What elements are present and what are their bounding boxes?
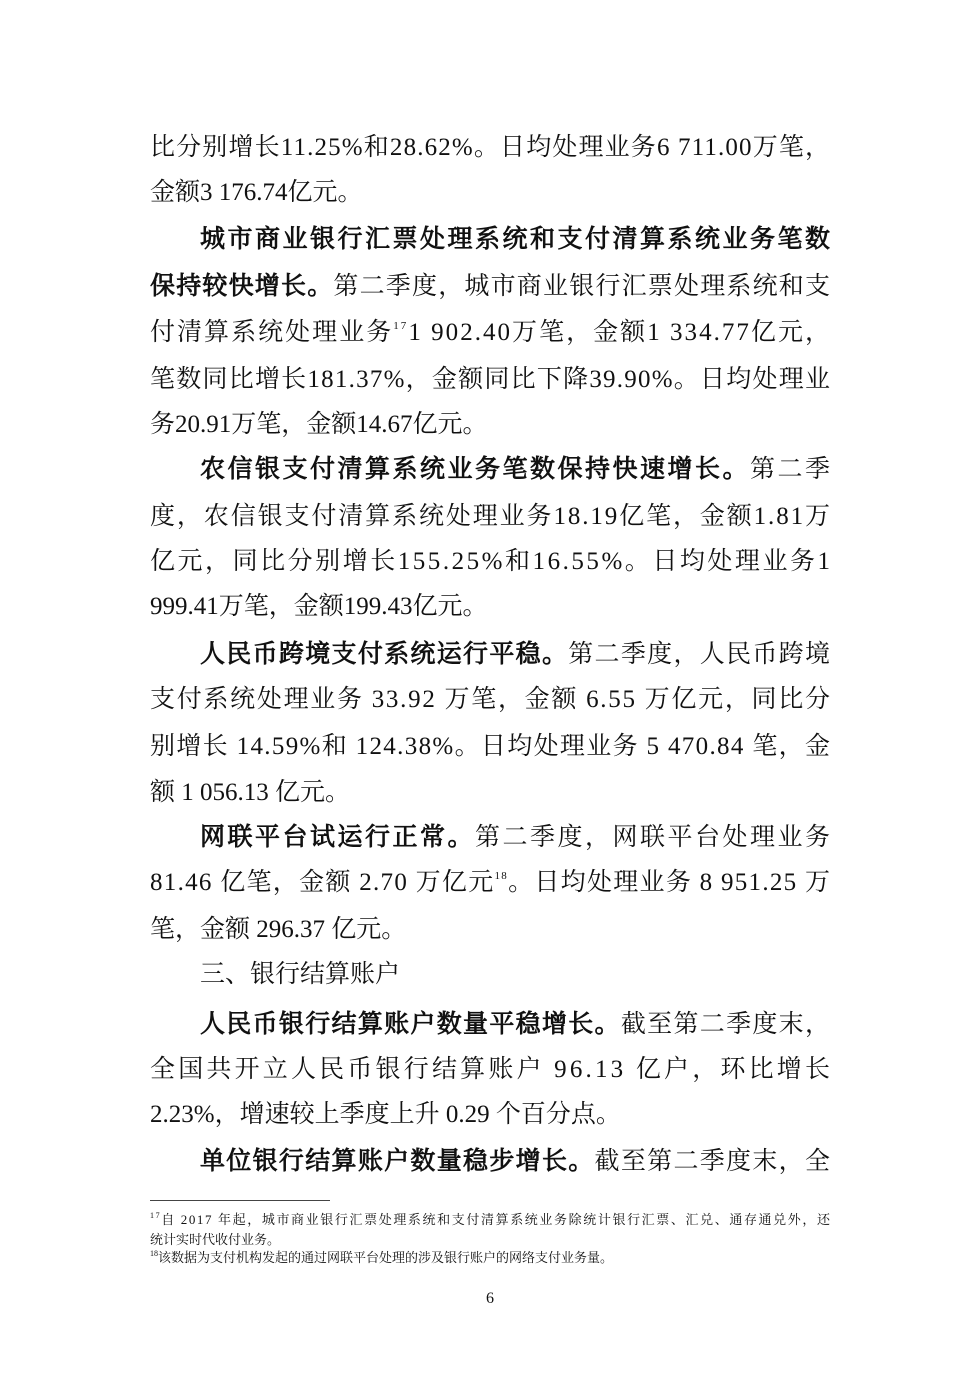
body-text: 1 902.40万笔，金额1 334.77亿元， (408, 319, 833, 346)
bold-lead-text: 保持较快增长。 (150, 273, 334, 300)
body-text: 截至第二季度末，全 (594, 1148, 832, 1175)
footnote-18 (150, 1249, 830, 1267)
body-text: 第二季度，城市商业银行汇票处理系统和支 (333, 273, 832, 300)
body-text: 2.23%，增速较上季度上升 0.29 个百分点。 (150, 1101, 621, 1128)
body-text: 付清算系统处理业务 (150, 319, 394, 346)
bold-lead-text: 人民币跨境支付系统运行平稳。 (200, 641, 569, 668)
body-line-20 (200, 1010, 830, 1040)
footnote-17-cont (150, 1231, 830, 1249)
bold-lead-text: 农信银支付清算系统业务笔数保持快速增长。 (200, 456, 750, 483)
body-text: 81.46 亿笔，金额 2.70 万亿元 (150, 869, 495, 896)
body-text: 999.41万笔，金额199.43亿元。 (150, 593, 488, 620)
footnote-ref: 18 (494, 870, 509, 882)
body-line-14 (150, 732, 830, 762)
footnote-text: 统计实时代收付业务。 (150, 1232, 281, 1247)
body-line-10 (150, 547, 833, 577)
body-text: 务20.91万笔，金额14.67亿元。 (150, 411, 488, 438)
body-text: 支付系统处理业务 33.92 万笔，金额 6.55 万亿元，同比分 (150, 686, 832, 713)
bold-lead-text: 城市商业银行汇票处理系统和支付清算系统业务笔数 (200, 226, 833, 253)
body-line-6 (150, 365, 830, 395)
footnote-ref: 17 (393, 320, 409, 332)
body-line-17 (150, 868, 830, 898)
body-text: 第二季度，人民币跨境 (568, 641, 832, 668)
body-line-23 (200, 1147, 830, 1177)
footnote-separator (150, 1200, 330, 1201)
body-line-22 (150, 1100, 830, 1130)
footnote-number: 17 (150, 1211, 162, 1220)
bold-lead-text: 单位银行结算账户数量稳步增长。 (200, 1148, 595, 1175)
body-text: 第二季度，网联平台处理业务 (475, 824, 833, 851)
body-text: 全国共开立人民币银行结算账户 96.13 亿户，环比增长 (150, 1056, 834, 1083)
body-line-3 (200, 225, 833, 255)
body-line-21 (150, 1055, 834, 1085)
body-line-5 (150, 318, 833, 348)
body-line-7 (150, 410, 830, 440)
footnote-17 (150, 1211, 830, 1229)
body-line-4 (150, 272, 830, 302)
bold-lead-text: 人民币银行结算账户数量平稳增长。 (200, 1011, 621, 1038)
body-text: 金额3 176.74亿元。 (150, 179, 363, 206)
body-text: 比分别增长11.25%和28.62%。日均处理业务6 711.00万笔， (150, 134, 832, 161)
body-text: 笔，金额 296.37 亿元。 (150, 916, 407, 943)
body-text: 笔数同比增长181.37%，金额同比下降39.90%。日均处理业 (150, 366, 832, 393)
footnote-number: 18 (150, 1249, 158, 1258)
footnote-text: 该数据为支付机构发起的通过网联平台处理的涉及银行账户的网络支付业务量。 (158, 1250, 614, 1265)
page-number: 6 (486, 1290, 494, 1307)
body-text: 截至第二季度末， (620, 1011, 832, 1038)
body-text: 亿元，同比分别增长155.25%和16.55%。日均处理业务1 (150, 548, 833, 575)
footnote-text: 自 2017 年起，城市商业银行汇票处理系统和支付清算系统业务除统计银行汇票、汇兑、通存通兑外，还 (161, 1212, 832, 1227)
body-line-1 (150, 133, 830, 163)
body-line-18 (150, 915, 830, 945)
body-line-16 (200, 823, 833, 853)
body-text: 别增长 14.59%和 124.38%。日均处理业务 5 470.84 笔，金 (150, 733, 832, 760)
body-line-15 (150, 778, 830, 808)
body-line-12 (200, 640, 830, 670)
body-line-8 (200, 455, 833, 485)
body-text: 。日均处理业务 8 951.25 万 (508, 869, 832, 896)
body-text: 额 1 056.13 亿元。 (150, 779, 351, 806)
section-heading (200, 960, 830, 990)
body-line-9 (150, 502, 830, 532)
body-line-2 (150, 178, 830, 208)
body-line-13 (150, 685, 830, 715)
body-line-11 (150, 592, 830, 622)
bold-lead-text: 网联平台试运行正常。 (200, 824, 475, 851)
body-text: 第二季 (749, 456, 833, 483)
body-text: 度，农信银支付清算系统处理业务18.19亿笔，金额1.81万 (150, 503, 832, 530)
section-heading-text: 三、银行结算账户 (200, 961, 401, 988)
